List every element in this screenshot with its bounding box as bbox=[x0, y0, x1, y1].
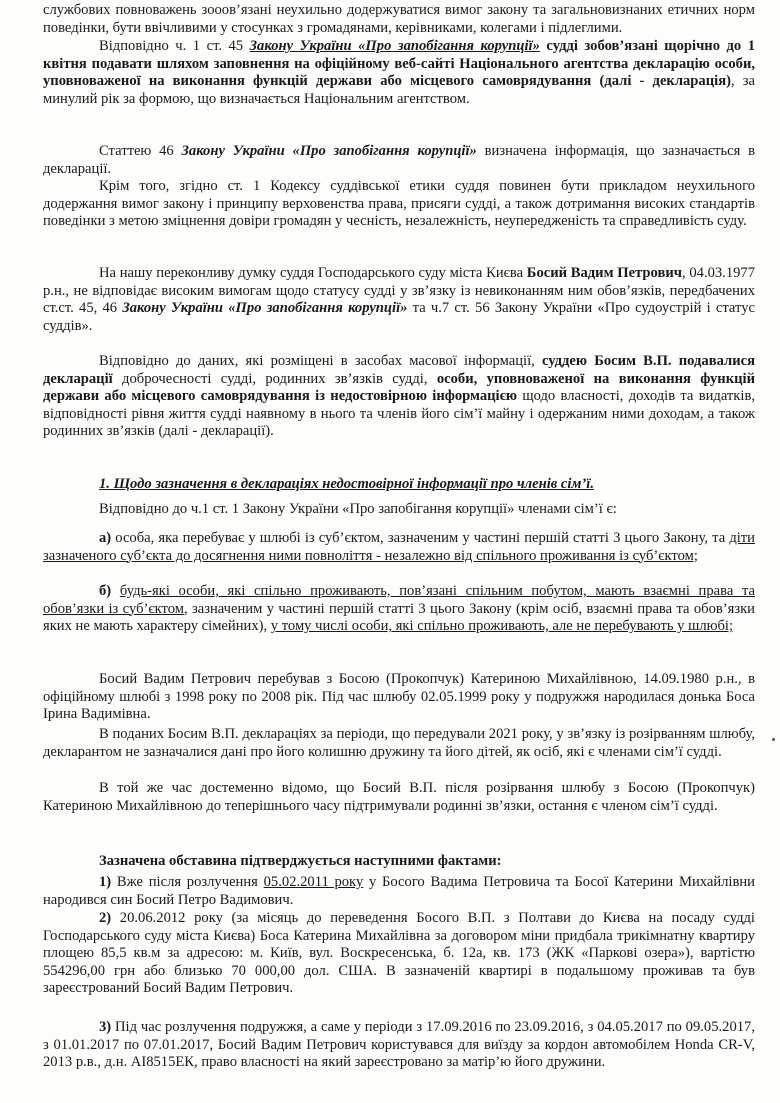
text: службових повноважень зооов’язані неухильно додержуватися вимог закону та загальновизнаних етичних норм поведінки, бути ввічливими у стосунках з громадянами, керівниками, колегами і підлеглими. bbox=[43, 2, 755, 36]
law-reference: Закону України «Про запобігання корупції» bbox=[249, 38, 540, 54]
text: , за минулий рік за формою, що визначається Національним агентством. bbox=[43, 73, 755, 107]
text: та ч.7 ст. 56 Закону України «Про судоустрій і статус суддів». bbox=[43, 300, 755, 334]
paragraph-facts-intro bbox=[43, 853, 755, 871]
text: Крім того, згідно ст. 1 Кодексу суддівської етики суддя повинен бути прикладом неухильного додержання вимог закону і принципу верховенства права, присяги судді, а також дотримання високих стандартів поведінки з метою зміцнення довіри громадян у чесність, незалежність, неупередженість та справедливість суду. bbox=[43, 178, 755, 230]
scan-speck bbox=[772, 738, 775, 741]
date: 05.02.2011 року bbox=[263, 874, 364, 890]
paragraph-ethics-code bbox=[43, 178, 755, 231]
fact-1 bbox=[43, 874, 755, 909]
text: Під час розлучення подружжя, а саме у періоди з 17.09.2016 по 23.09.2016, з 04.05.2017 по 09.05.2017, з 01.01.2017 по 07.01.2017, Босий Вадим Петрович користувався для виїзду за кордон автомобілем Honda CR-V, 2013 р.в., д.н. АІ8515ЕК, право власності на який зареєстровано за матір’ю його дружини. bbox=[43, 1019, 755, 1071]
text: На нашу переконливу думку суддя Господарського суду міста Києва bbox=[99, 265, 527, 281]
list-marker: 3) bbox=[99, 1019, 112, 1035]
text: Вже після розлучення bbox=[111, 874, 264, 890]
paragraph-art46 bbox=[43, 143, 755, 178]
paragraph-opinion bbox=[43, 265, 755, 335]
text: , зазначеним у частині першій статті 3 цього Закону (крім осіб, взаємні права та обов’язки яких не мають характеру сімейних), bbox=[43, 600, 755, 635]
text: Зазначена обставина підтверджується наступними фактами: bbox=[99, 853, 502, 869]
text: Босий Вадим Петрович перебував з Босою (Прокопчук) Катериною Михайлівною, 14.09.1980 р.н., в офіційному шлюбі з 1998 року по 2008 рік. Під час шлюбу 02.05.1999 року у подружжя народилася донька Боса Ірина Вадимівна. bbox=[43, 671, 755, 723]
text: , 04.03.1977 р.н., не відповідає високим вимогам щодо статусу судді у зв’язку із невиконанням ним обов’язків, передбачених ст.ст. 45, 46 bbox=[43, 265, 756, 317]
text: особи, уповноваженої на виконання функцій держави або місцевого самоврядування із недостовірною інформацією bbox=[43, 370, 755, 405]
text bbox=[111, 583, 120, 599]
paragraph-art45 bbox=[43, 38, 755, 108]
law-reference: Закону України «Про запобігання корупції» bbox=[122, 300, 408, 317]
fact-3 bbox=[43, 1019, 755, 1072]
text: Відповідно ч. 1 ст. 45 bbox=[99, 38, 250, 54]
paragraph-marriage bbox=[43, 671, 755, 724]
text: визначена інформація, що зазначається в декларації. bbox=[43, 143, 755, 177]
list-item-a bbox=[43, 530, 755, 565]
paragraph-declarations bbox=[43, 726, 755, 761]
text: Відповідно до даних, які розміщені в засобах масової інформації, bbox=[99, 353, 542, 369]
text: у тому числі особи, які спільно проживають, але не перебувають у шлюбі; bbox=[270, 618, 734, 635]
text: 20.06.2012 року (за місяць до переведення Босого В.П. з Полтави до Києва на посаду судді Господарського суду міста Києва) Боса Катерина Михайлівна за договором міни придбала трикімнатну квартиру площею 85,5 кв.м за адресою: м. Київ, вул. Воскресенська, б. 12а, кв. 173 (ЖК «Паркові озера»), вартістю 554296,00 грн або близько 70 000,00 дол. США. В зазначеній квартирі в подальшому проживав та був зареєстрований Босий Вадим Петрович. bbox=[43, 910, 755, 997]
paragraph-family-definition bbox=[43, 501, 755, 519]
paragraph-ethics-continuation bbox=[43, 2, 755, 37]
fact-2 bbox=[43, 910, 755, 998]
text: суддею Босим В.П. подавалися декларації bbox=[43, 353, 755, 387]
text: особа, яка перебуває у шлюбі із суб’єктом, зазначеним у частині першій статті 3 цього Закону, та bbox=[111, 530, 730, 546]
list-marker: а) bbox=[99, 530, 112, 546]
list-marker: б) bbox=[99, 583, 112, 599]
list-item-b bbox=[43, 583, 755, 636]
text: доброчесності судді, родинних зв’язків судді, bbox=[112, 370, 437, 387]
judge-name: Босий Вадим Петрович bbox=[526, 265, 682, 281]
text: Статтею 46 bbox=[99, 143, 182, 159]
paragraph-family-ties bbox=[43, 780, 755, 815]
paragraph-media-data bbox=[43, 353, 755, 441]
text: щодо власності, доходів та видатків, відповідності рівня життя судді наявному в нього та членів його сім’ї майну і одержаним ними доходам, а також родинних зв’язків (далі - декларації). bbox=[43, 388, 755, 440]
text: В поданих Босим В.П. деклараціях за періоди, що передували 2021 року, у зв’язку із розірванням шлюбу, декларантом не зазначалися дані про його колишню дружину та його дітей, як осіб, які є членами сім’ї судді. bbox=[43, 726, 755, 760]
text: у Босого Вадима Петровича та Босої Катерини Михайлівни народився син Босий Петро Вадимович. bbox=[43, 874, 755, 908]
text: діти зазначеного суб’єкта до досягнення ними повноліття - незалежно від спільного проживання із суб’єктом; bbox=[43, 530, 755, 564]
text: Відповідно до ч.1 ст. 1 Закону України «Про запобігання корупції» членами сім’ї є: bbox=[99, 501, 617, 517]
list-marker: 2) bbox=[99, 910, 112, 926]
text: судді зобов’язані щорічно до 1 квітня подавати шляхом заповнення на офіційному веб-сайті Національного агентства декларацію особи, уповноваженої на виконання функцій держави або місцевого самоврядування (далі - декларація) bbox=[43, 38, 755, 90]
heading-text: 1. Щодо зазначення в деклараціях недостовірної інформації про членів сім’ї. bbox=[99, 476, 595, 492]
list-marker: 1) bbox=[99, 874, 112, 890]
law-reference: Закону України «Про запобігання корупції» bbox=[181, 143, 477, 159]
text: будь-які особи, які спільно проживають, пов’язані спільним побутом, мають взаємні права та обов’язки із суб’єктом bbox=[43, 583, 756, 617]
text: В той же час достеменно відомо, що Босий В.П. після розірвання шлюбу з Босою (Прокопчук) Катериною Михайлівною до теперішнього часу підтримували родинні зв’язки, остання є членом сім’ї судді. bbox=[43, 780, 755, 814]
section-heading bbox=[43, 476, 755, 494]
